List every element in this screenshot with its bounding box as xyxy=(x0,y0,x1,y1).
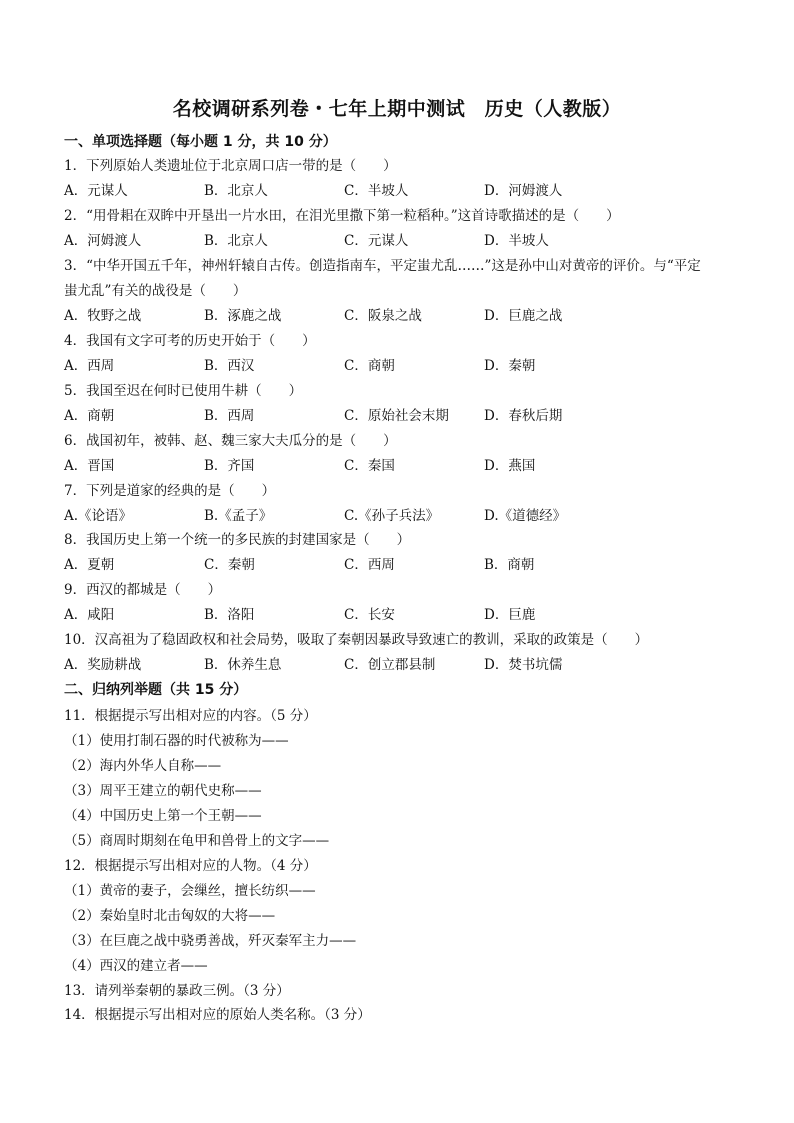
question-1-stem: 1．下列原始人类遗址位于北京周口店一带的是（ ） xyxy=(64,158,397,174)
option-a: A．咸阳 xyxy=(64,607,115,623)
option-c: C．长安 xyxy=(344,607,395,623)
option-c: C.《孙子兵法》 xyxy=(344,508,440,524)
question-3-stem-continued: 蚩尤乱”有关的战役是（ ） xyxy=(64,283,247,299)
question-14-stem: 14．根据提示写出相对应的原始人类名称。（3 分） xyxy=(64,1007,371,1023)
option-c: C．半坡人 xyxy=(344,183,409,199)
option-c: C．秦国 xyxy=(344,458,395,474)
question-12-stem: 12．根据提示写出相对应的人物。（4 分） xyxy=(64,858,317,874)
option-a: A．奖励耕战 xyxy=(64,657,142,673)
option-d: D．焚书坑儒 xyxy=(484,657,563,673)
question-11-item: （1）使用打制石器的时代被称为—— xyxy=(64,733,289,749)
question-10-stem: 10．汉高祖为了稳固政权和社会局势，吸取了秦朝因暴政导致速亡的教训，采取的政策是（ ） xyxy=(64,632,649,648)
option-b: B.《孟子》 xyxy=(204,508,273,524)
question-3-stem: 3．“中华开国五千年，神州轩辕自古传。创造指南车，平定蚩尤乱……”这是孙中山对黄帝的评价。与“平定 xyxy=(64,258,701,274)
option-d: D．河姆渡人 xyxy=(484,183,563,199)
question-11-item: （5）商周时期刻在龟甲和兽骨上的文字—— xyxy=(64,833,330,849)
option-b: B．齐国 xyxy=(204,458,255,474)
question-13-stem: 13．请列举秦朝的暴政三例。（3 分） xyxy=(64,983,290,999)
option-b: B．涿鹿之战 xyxy=(204,308,282,324)
question-6-stem: 6．战国初年，被韩、赵、魏三家大夫瓜分的是（ ） xyxy=(64,433,397,449)
option-d: D．春秋后期 xyxy=(484,408,563,424)
page-title: 名校调研系列卷・七年上期中测试 历史（人教版） xyxy=(172,98,622,120)
option-a: A．西周 xyxy=(64,358,115,374)
option-d: D．巨鹿 xyxy=(484,607,536,623)
option-d: D．秦朝 xyxy=(484,358,536,374)
section-heading-1: 一、单项选择题（每小题 1 分，共 10 分） xyxy=(64,134,337,150)
question-12-item: （4）西汉的建立者—— xyxy=(64,958,208,974)
option-c: C．阪泉之战 xyxy=(344,308,422,324)
question-4-stem: 4．我国有文字可考的历史开始于（ ） xyxy=(64,333,316,349)
option-d: D．半坡人 xyxy=(484,233,549,249)
option-b: C．秦朝 xyxy=(204,557,255,573)
question-5-stem: 5．我国至迟在何时已使用牛耕（ ） xyxy=(64,383,303,399)
option-a: A．商朝 xyxy=(64,408,115,424)
option-c: C．西周 xyxy=(344,557,395,573)
option-a: A．夏朝 xyxy=(64,557,115,573)
option-b: B．休养生息 xyxy=(204,657,282,673)
option-d: D．燕国 xyxy=(484,458,536,474)
option-b: B．西周 xyxy=(204,408,255,424)
option-a: A．牧野之战 xyxy=(64,308,142,324)
option-d: D．巨鹿之战 xyxy=(484,308,563,324)
question-11-item: （2）海内外华人自称—— xyxy=(64,758,222,774)
option-b: B．西汉 xyxy=(204,358,255,374)
option-a: A．元谋人 xyxy=(64,183,128,199)
question-12-item: （1）黄帝的妻子，会缫丝，擅长纺织—— xyxy=(64,883,316,899)
question-9-stem: 9．西汉的都城是（ ） xyxy=(64,582,222,598)
question-12-item: （2）秦始皇时北击匈奴的大将—— xyxy=(64,908,276,924)
option-c: C．原始社会末期 xyxy=(344,408,449,424)
option-c: C．元谋人 xyxy=(344,233,409,249)
option-b: B．北京人 xyxy=(204,183,268,199)
option-a: A．河姆渡人 xyxy=(64,233,142,249)
option-c: C．创立郡县制 xyxy=(344,657,436,673)
question-8-stem: 8．我国历史上第一个统一的多民族的封建国家是（ ） xyxy=(64,532,411,548)
question-12-item: （3）在巨鹿之战中骁勇善战，歼灭秦军主力—— xyxy=(64,933,357,949)
section-heading-2: 二、归纳列举题（共 15 分） xyxy=(64,682,248,698)
option-a: A.《论语》 xyxy=(64,508,133,524)
question-11-item: （4）中国历史上第一个王朝—— xyxy=(64,808,262,824)
question-2-stem: 2．“用骨耜在双眸中开垦出一片水田，在泪光里撒下第一粒稻种。”这首诗歌描述的是（ ） xyxy=(64,208,620,224)
question-7-stem: 7．下列是道家的经典的是（ ） xyxy=(64,483,276,499)
option-c: C．商朝 xyxy=(344,358,395,374)
question-11-item: （3）周平王建立的朝代史称—— xyxy=(64,783,262,799)
option-b: B．洛阳 xyxy=(204,607,255,623)
question-11-stem: 11．根据提示写出相对应的内容。（5 分） xyxy=(64,708,317,724)
option-d: B．商朝 xyxy=(484,557,535,573)
option-b: B．北京人 xyxy=(204,233,268,249)
option-a: A．晋国 xyxy=(64,458,115,474)
option-d: D.《道德经》 xyxy=(484,508,567,524)
